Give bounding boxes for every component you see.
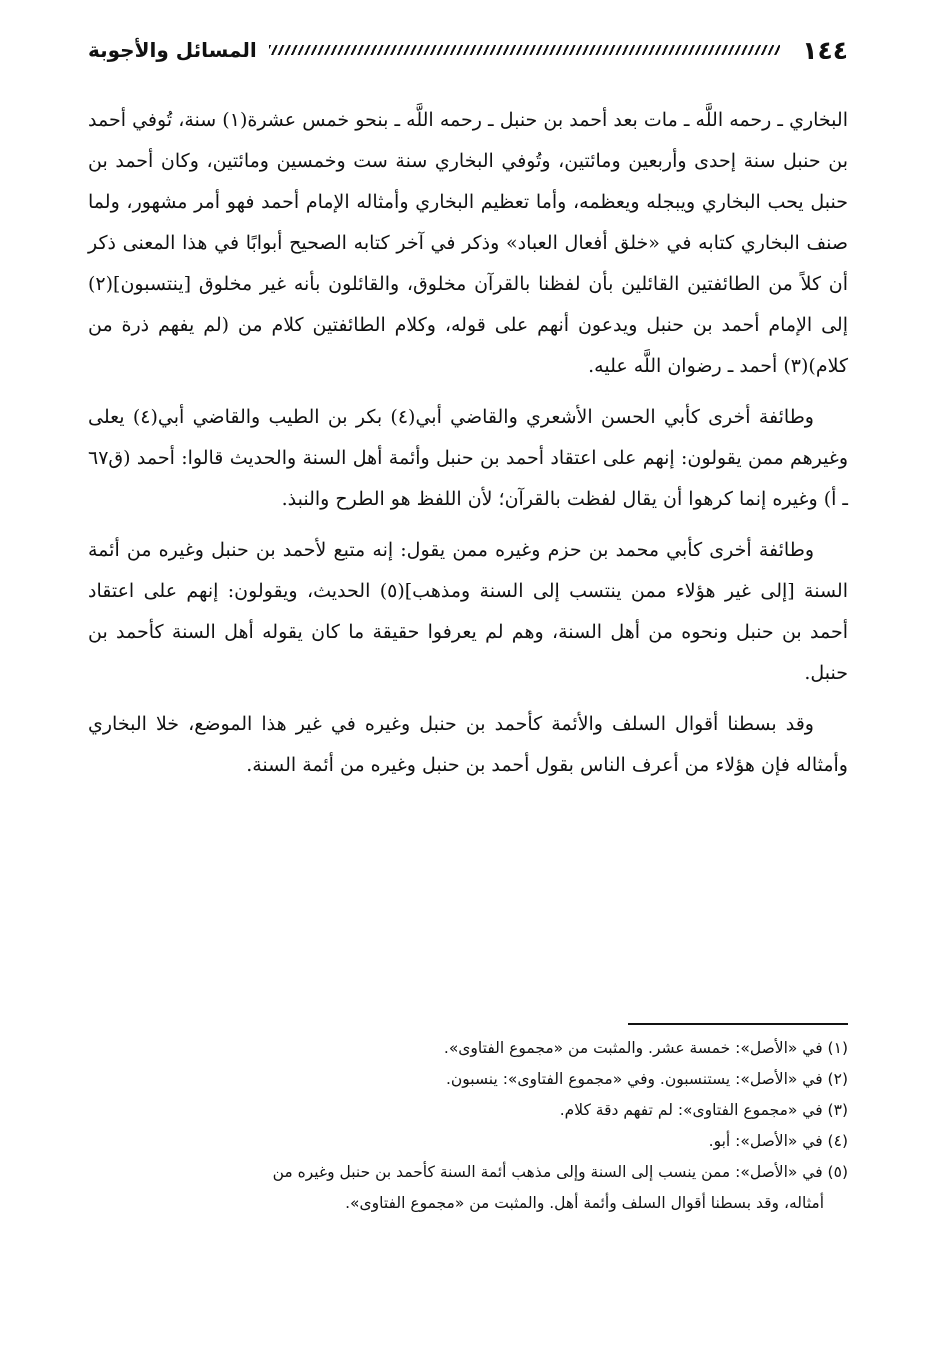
footnotes xyxy=(78,1033,848,1219)
footnote-1: (١) في «الأصل»: خمسة عشر. والمثبت من «مجموع الفتاوى». xyxy=(443,1039,848,1057)
main-text xyxy=(88,100,848,796)
footnote-separator xyxy=(628,1023,848,1025)
page-number: ١٤٤ xyxy=(802,35,848,65)
footnote-3: (٣) في «مجموع الفتاوى»: لم تفهم دقة كلام. xyxy=(559,1101,848,1119)
book-title: المسائل والأجوبة xyxy=(88,38,257,62)
paragraph-3: وطائفة أخرى كأبي محمد بن حزم وغيره ممن يقول: إنه متبع لأحمد بن حنبل وغيره من أئمة السنة [إلى غير هؤلاء ممن ينتسب إلى السنة ومذهب](٥) الحديث، ويقولون: إنهم على اعتقاد أحمد بن حنبل ونحوه من أهل السنة، وهم لم يعرفوا حقيقة ما كان يقوله أهل السنة كأحمد بن حنبل. xyxy=(88,539,848,684)
running-header xyxy=(88,30,848,70)
footnote-4: (٤) في «الأصل»: أبو. xyxy=(708,1132,848,1150)
footnote-5-continuation: أمثاله، وقد بسطنا أقوال السلف وأئمة أهل. والمثبت من «مجموع الفتاوى». xyxy=(345,1194,824,1212)
footnote-5: (٥) في «الأصل»: ممن ينسب إلى السنة وإلى مذهب أئمة السنة كأحمد بن حنبل وغيره من xyxy=(272,1163,848,1181)
paragraph-4: وقد بسطنا أقوال السلف والأئمة كأحمد بن حنبل وغيره في غير هذا الموضع، خلا البخاري وأمثاله فإن هؤلاء من أعرف الناس بقول أحمد بن حنبل وغيره من أئمة السنة. xyxy=(88,713,848,776)
paragraph-1: البخاري ـ رحمه اللَّه ـ مات بعد أحمد بن حنبل ـ رحمه اللَّه ـ بنحو خمس عشرة(١) سنة، تُوفي أحمد بن حنبل سنة إحدى وأربعين ومائتين، وتُوفي البخاري سنة ست وخمسين ومائتين، وكان أحمد بن حنبل يحب البخاري ويبجله ويعظمه، وأما تعظيم البخاري وأمثاله الإمام أحمد فهو أمر مشهور، ولما صنف البخاري كتابه في «خلق أفعال العباد» وذكر في آخر كتابه الصحيح أبوابًا في هذا المعنى ذكر أن كلاً من الطائفتين القائلين بأن لفظنا بالقرآن مخلوق، والقائلون بأنه غير مخلوق [ينتسبون](٢) إلى الإمام أحمد بن حنبل ويدعون أنهم على قوله، وكلام الطائفتين كلام من (لم يفهم ذرة من كلام)(٣) أحمد ـ رضوان اللَّه عليه. xyxy=(88,109,848,377)
header-hatched-rule xyxy=(269,45,780,55)
paragraph-2: وطائفة أخرى كأبي الحسن الأشعري والقاضي أبي(٤) بكر بن الطيب والقاضي أبي(٤) يعلى وغيرهم ممن يقولون: إنهم على اعتقاد أحمد بن حنبل وأئمة أهل السنة والحديث قالوا: أحمد (ق٦٧ ـ أ) وغيره إنما كرهوا أن يقال لفظت بالقرآن؛ لأن اللفظ هو الطرح والنبذ. xyxy=(88,406,848,510)
footnote-2: (٢) في «الأصل»: يستنسبون. وفي «مجموع الفتاوى»: ينسبون. xyxy=(445,1070,848,1088)
